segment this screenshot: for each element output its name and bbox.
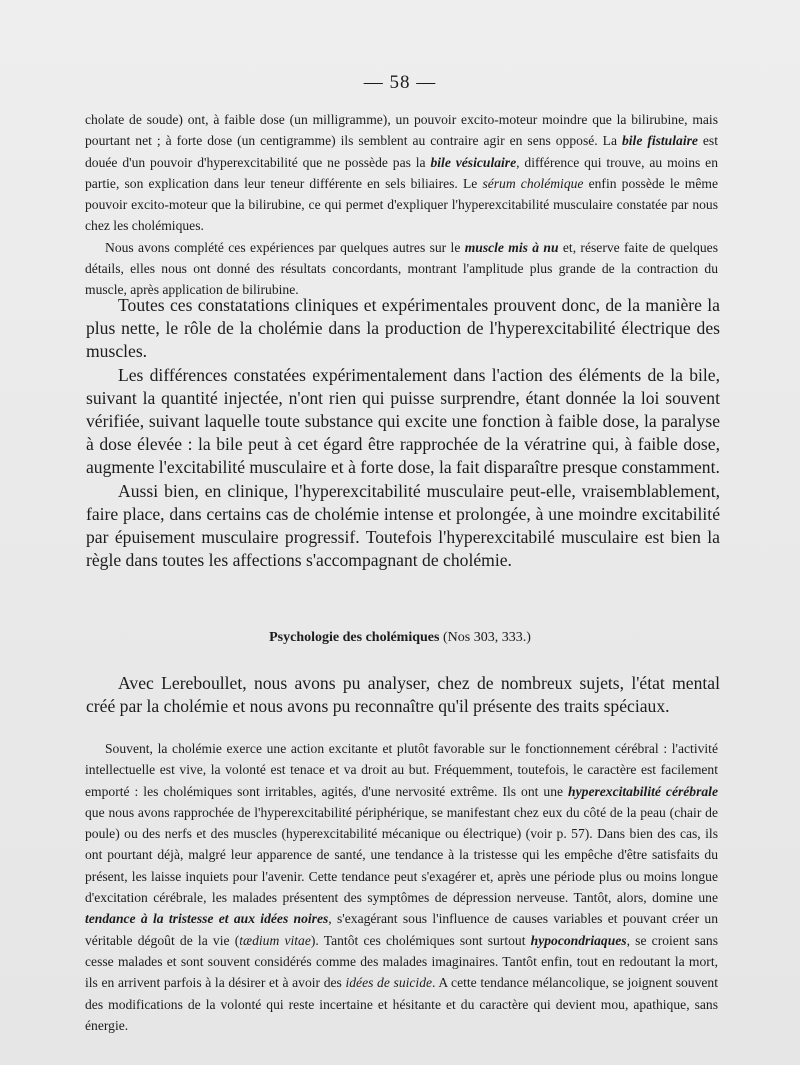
page-number: — 58 — bbox=[363, 72, 437, 93]
text-run: ). Tantôt ces cholémiques sont surtout bbox=[310, 932, 531, 948]
emphasis: bile fistulaire bbox=[621, 133, 698, 149]
psych-detail bbox=[85, 738, 718, 1036]
intro-paragraph-2 bbox=[85, 237, 718, 301]
emphasis: muscle mis à nu bbox=[464, 239, 559, 255]
conclusion-paragraph-1: Toutes ces constatations cliniques et expérimentales prouvent donc, de la manière la plus nette, le rôle de la cholémie dans la production de l'hyperexcitabilité électrique des muscles. bbox=[86, 295, 720, 362]
text-run: Nous avons complété ces expériences par quelques autres sur le bbox=[105, 239, 465, 255]
section-heading bbox=[0, 630, 800, 646]
section-title: Psychologie des cholémiques bbox=[269, 630, 440, 645]
emphasis: tendance à la tristesse et aux idées noires bbox=[85, 911, 329, 927]
emphasis: tædium vitae bbox=[239, 932, 311, 948]
text-run: cholate de soude) ont, à faible dose (un milligramme), un pouvoir excito-moteur moindre que la bilirubine, mais pourtant net ; à forte dose (un centigramme) ils semblent au contraire agir en sens opposé. La bbox=[85, 112, 718, 149]
conclusion-paragraph-3: Aussi bien, en clinique, l'hyperexcitabilité musculaire peut-elle, vraisemblablement, faire place, dans certains cas de cholémie intense et prolongée, à une moindre excitabilité par épuisement musculaire progressif. Toutefois l'hyperexcitabilé musculaire est bien la règle dans toutes les affections s'accompagnant de cholémie. bbox=[86, 480, 720, 571]
text-run: . A cette tendance mélancolique, se joignent souvent des modifications de la volonté qui reste incertaine et hésitante et du caractère qui devient mou, apathique, sans énergie. bbox=[85, 975, 718, 1033]
intro-paragraph-1 bbox=[85, 109, 718, 237]
emphasis: idées de suicide bbox=[345, 975, 433, 991]
text-run: , différence qui trouve, au moins en partie, son explication dans leur teneur différente en sels biliaires. Le bbox=[85, 154, 719, 191]
emphasis: sérum cholémique bbox=[482, 175, 584, 191]
conclusion-paragraph-2: Les différences constatées expérimentalement dans l'action des éléments de la bile, suivant la quantité injectée, n'ont rien qui puisse surprendre, étant donnée la loi souvent vérifiée, suivant laquelle toute substance qui excite une fonction à faible dose, la paralyse à dose élevée : la bile peut à cet égard être rapprochée de la vératrine qui, à faible dose, augmente l'excitabilité musculaire et à forte dose, la fait disparaître presque constamment. bbox=[86, 364, 720, 478]
text-run: , s'exagérant sous l'influence de causes variables et pouvant créer un véritable dégoût de la vie ( bbox=[85, 911, 718, 948]
emphasis: hyperexcitabilité cérébrale bbox=[568, 783, 718, 799]
psych-lead-paragraph: Avec Lereboullet, nous avons pu analyser, chez de nombreux sujets, l'état mental créé par la cholémie et nous avons pu reconnaître qu'il présente des traits spéciaux. bbox=[86, 673, 720, 717]
conclusion-section bbox=[86, 294, 720, 572]
text-run: Souvent, la cholémie exerce une action excitante et plutôt favorable sur le fonctionnement cérébral : l'activité intellectuelle est vive, la volonté est tenace et va droit au but. Fréquemment, toutefois, le caractère est facilement emporté : les cholémiques sont irritables, agités, d'une nervosité extrême. Ils ont une bbox=[85, 741, 718, 799]
text-run: est douée d'un pouvoir d'hyperexcitabilité que ne possède pas la bbox=[85, 133, 718, 170]
emphasis: bile vésiculaire bbox=[430, 154, 517, 170]
section-reference: (Nos 303, 333.) bbox=[442, 630, 531, 645]
psych-detail-paragraph bbox=[85, 738, 718, 1036]
emphasis: hypocondriaques bbox=[530, 932, 627, 948]
psych-lead bbox=[86, 672, 720, 718]
text-run: et, réserve faite de quelques détails, elles nous ont donné des résultats concordants, montrant l'amplitude plus grande de la contraction du muscle, après application de bilirubine. bbox=[85, 239, 718, 298]
text-run: , se croient sans cesse malades et sont souvent considérés comme des malades imaginaires. Tantôt enfin, tout en redoutant la mort, ils en arrivent parfois à la désirer et à avoir des bbox=[85, 932, 718, 991]
text-run: enfin possède le même pouvoir excito-moteur que la bilirubine, ce qui permet d'expliquer l'hyperexcitabilité musculaire constatée par nous chez les cholémiques. bbox=[85, 175, 718, 234]
intro-section bbox=[85, 109, 718, 301]
text-run: que nous avons rapprochée de l'hyperexcitabilité périphérique, se manifestant chez eux du côté de la peau (chair de poule) ou des nerfs et des muscles (hyperexcitabilité mécanique ou électrique) (voir p. 57). Dans bien des cas, ils ont pourtant déjà, malgré leur apparence de santé, une tendance à la tristesse qui les empêche d'être satisfaits du présent, les laisse inquiets pour l'avenir. Cette tendance peut s'exagérer et, après une période plus ou moins longue d'excitation cérébrale, les malades présentent des symptômes de dépression nerveuse. Tantôt, alors, domine une bbox=[85, 804, 718, 906]
